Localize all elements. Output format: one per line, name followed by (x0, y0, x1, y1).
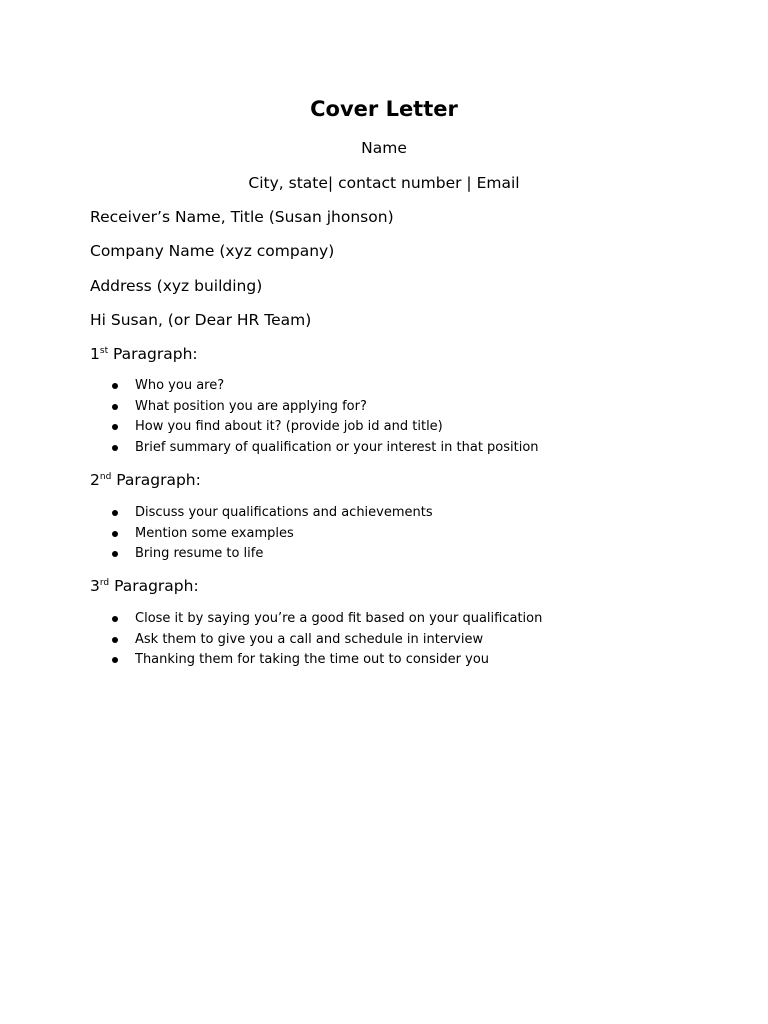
paragraph-number: 2 (90, 471, 100, 489)
bullet-dot-icon (112, 404, 118, 410)
bullet-item (110, 438, 539, 459)
sender-contact-line: City, state| contact number | Email (248, 174, 520, 192)
paragraph-number: 3 (90, 577, 100, 595)
bullet-item (110, 397, 539, 418)
bullet-item (110, 650, 542, 671)
paragraph-heading-3 (90, 575, 199, 597)
bullet-dot-icon (112, 616, 118, 622)
paragraph-label: Paragraph: (111, 471, 201, 489)
bullet-item (110, 544, 433, 565)
bullet-list-1 (110, 376, 539, 458)
bullet-item (110, 609, 542, 630)
bullet-dot-icon (112, 551, 118, 557)
paragraph-ordinal-suffix: nd (99, 472, 112, 482)
company-line: Company Name (xyz company) (90, 242, 335, 260)
bullet-text: How you find about it? (provide job id and title) (135, 419, 443, 434)
bullet-text: Close it by saying you’re a good fit based on your qualification (135, 611, 543, 626)
bullet-list-2 (110, 503, 433, 565)
bullet-text: Ask them to give you a call and schedule in interview (135, 631, 484, 647)
bullet-text: Mention some examples (135, 525, 294, 541)
bullet-text: Who you are? (135, 378, 225, 393)
paragraph-number: 1 (90, 345, 100, 363)
paragraph-label: Paragraph: (109, 577, 199, 595)
paragraph-heading-1 (90, 343, 198, 365)
greeting-line: Hi Susan, (or Dear HR Team) (90, 311, 312, 329)
bullet-dot-icon (112, 445, 118, 451)
paragraph-heading-2 (90, 469, 201, 491)
bullet-text: Bring resume to life (135, 546, 264, 561)
bullet-text: Discuss your qualifications and achievements (135, 505, 433, 520)
bullet-dot-icon (112, 637, 118, 643)
bullet-text: Brief summary of qualification or your interest in that position (135, 439, 539, 455)
bullet-dot-icon (112, 531, 118, 537)
receiver-line: Receiver’s Name, Title (Susan jhonson) (90, 208, 394, 226)
sender-name: Name (361, 139, 407, 157)
paragraph-ordinal-suffix: st (99, 346, 109, 356)
bullet-dot-icon (112, 424, 118, 430)
bullet-dot-icon (112, 383, 118, 389)
bullet-item (110, 417, 539, 438)
bullet-item (110, 503, 433, 524)
bullet-dot-icon (112, 510, 118, 516)
bullet-text: What position you are applying for? (135, 398, 367, 414)
paragraph-label: Paragraph: (108, 345, 198, 363)
bullet-item (110, 524, 433, 545)
document-title: Cover Letter (310, 97, 458, 121)
bullet-dot-icon (112, 657, 118, 663)
bullet-list-3 (110, 609, 542, 671)
bullet-text: Thanking them for taking the time out to consider you (135, 652, 490, 667)
paragraph-ordinal-suffix: rd (99, 578, 110, 588)
bullet-item (110, 630, 542, 651)
bullet-item (110, 376, 539, 397)
address-line: Address (xyz building) (90, 277, 263, 295)
